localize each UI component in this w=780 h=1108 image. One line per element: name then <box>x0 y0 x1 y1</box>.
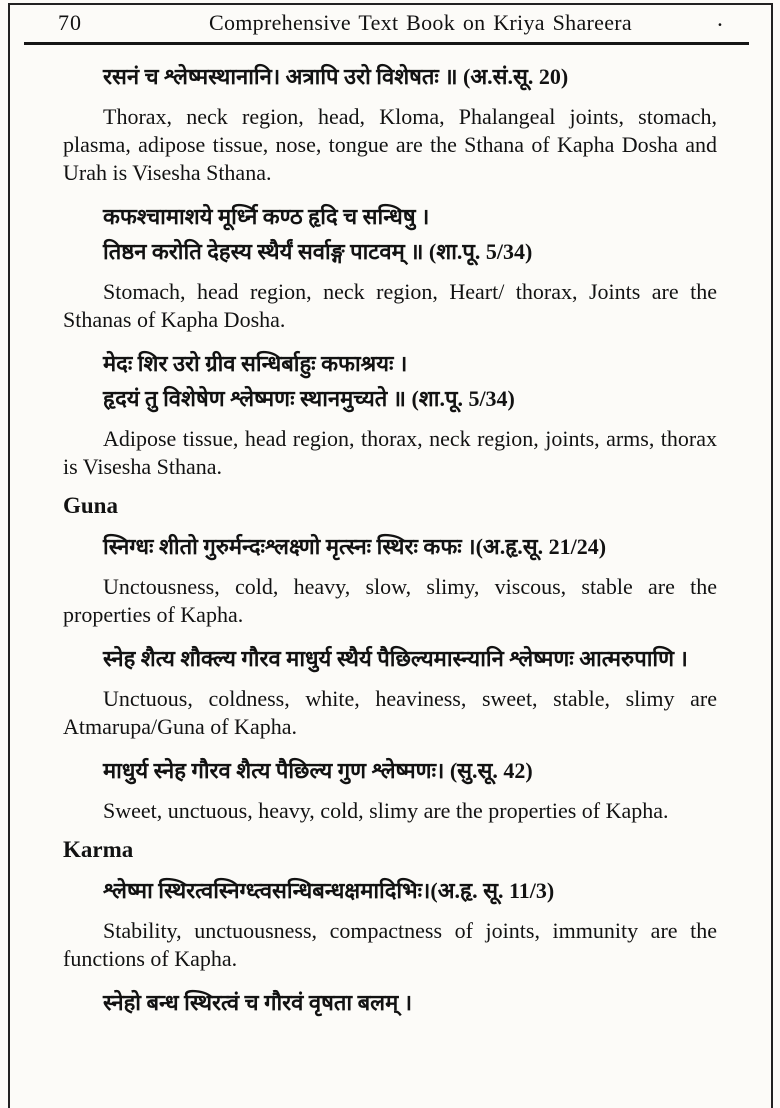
page-header <box>10 5 771 36</box>
translation-sthana-1: Thorax, neck region, head, Kloma, Phalangeal joints, stomach, plasma, adipose tissue, nose, tongue are the Sthana of Kapha Dosha and Urah is Visesha Sthana. <box>63 104 717 185</box>
sanskrit-verse-guna-2: स्नेह शैत्य शौक्ल्य गौरव माधुर्य स्थैर्य पैछिल्यमास्न्यानि श्लेष्मणः आत्मरुपाणि । <box>103 646 688 671</box>
sanskrit-verse-karma-1: श्लेष्मा स्थिरत्वस्निग्ध्त्वसन्धिबन्धक्षमादिभिः।(अ.हृ. सू. 11/3) <box>103 878 555 903</box>
page-body <box>10 45 771 1020</box>
sanskrit-verse-guna-3: माधुर्य स्नेह गौरव शैत्य पैछिल्य गुण श्लेष्मणः। (सु.सू. 42) <box>103 758 533 783</box>
section-heading-guna: Guna <box>63 493 118 518</box>
header-mark: · <box>717 15 723 34</box>
verse-line-1: मेदः शिर उरो ग्रीव सन्धिर्बाहुः कफाश्रयः । <box>103 351 408 376</box>
translation-guna-3: Sweet, unctuous, heavy, cold, slimy are the properties of Kapha. <box>103 798 669 823</box>
page-number: 70 <box>58 10 82 35</box>
page-border <box>8 3 773 1108</box>
translation-sthana-2: Stomach, head region, neck region, Heart/ thorax, Joints are the Sthanas of Kapha Dosha. <box>63 279 717 332</box>
section-heading-karma: Karma <box>63 837 134 862</box>
translation-guna-1: Unctousness, cold, heavy, slow, slimy, viscous, stable are the properties of Kapha. <box>63 574 717 627</box>
sanskrit-verse-sthana-1: रसनं च श्लेष्मस्थानानि। अत्रापि उरो विशेषतः ॥ (अ.सं.सू. 20) <box>103 64 569 89</box>
translation-karma-1: Stability, unctuousness, compactness of joints, immunity are the functions of Kapha. <box>63 918 717 971</box>
translation-sthana-3: Adipose tissue, head region, thorax, neck region, joints, arms, thorax is Visesha Sthana. <box>63 426 717 479</box>
verse-line-1: कफश्चामाशये मूर्ध्नि कण्ठ हृदि च सन्धिषु । <box>103 204 430 229</box>
sanskrit-verse-guna-1: स्निग्धः शीतो गुरुर्मन्दःश्लक्ष्णो मृत्स्नः स्थिरः कफः ।(अ.हृ.सू. 21/24) <box>103 534 607 559</box>
sanskrit-verse-karma-2: स्नेहो बन्ध स्थिरत्वं च गौरवं वृषता बलम् । <box>103 990 413 1015</box>
sanskrit-verse-sthana-3 <box>63 346 717 416</box>
sanskrit-verse-sthana-2 <box>63 199 717 269</box>
verse-line-2: हृदयं तु विशेषेण श्लेष्मणः स्थानमुच्यते ॥ (शा.पू. 5/34) <box>103 386 515 411</box>
verse-line-2: तिष्ठन करोति देहस्य स्थैर्यं सर्वाङ्ग पाटवम् ॥ (शा.पू. 5/34) <box>103 239 533 264</box>
book-title: Comprehensive Text Book on Kriya Shareera <box>209 10 632 35</box>
translation-guna-2: Unctuous, coldness, white, heaviness, sweet, stable, slimy are Atmarupa/Guna of Kapha. <box>63 686 717 739</box>
